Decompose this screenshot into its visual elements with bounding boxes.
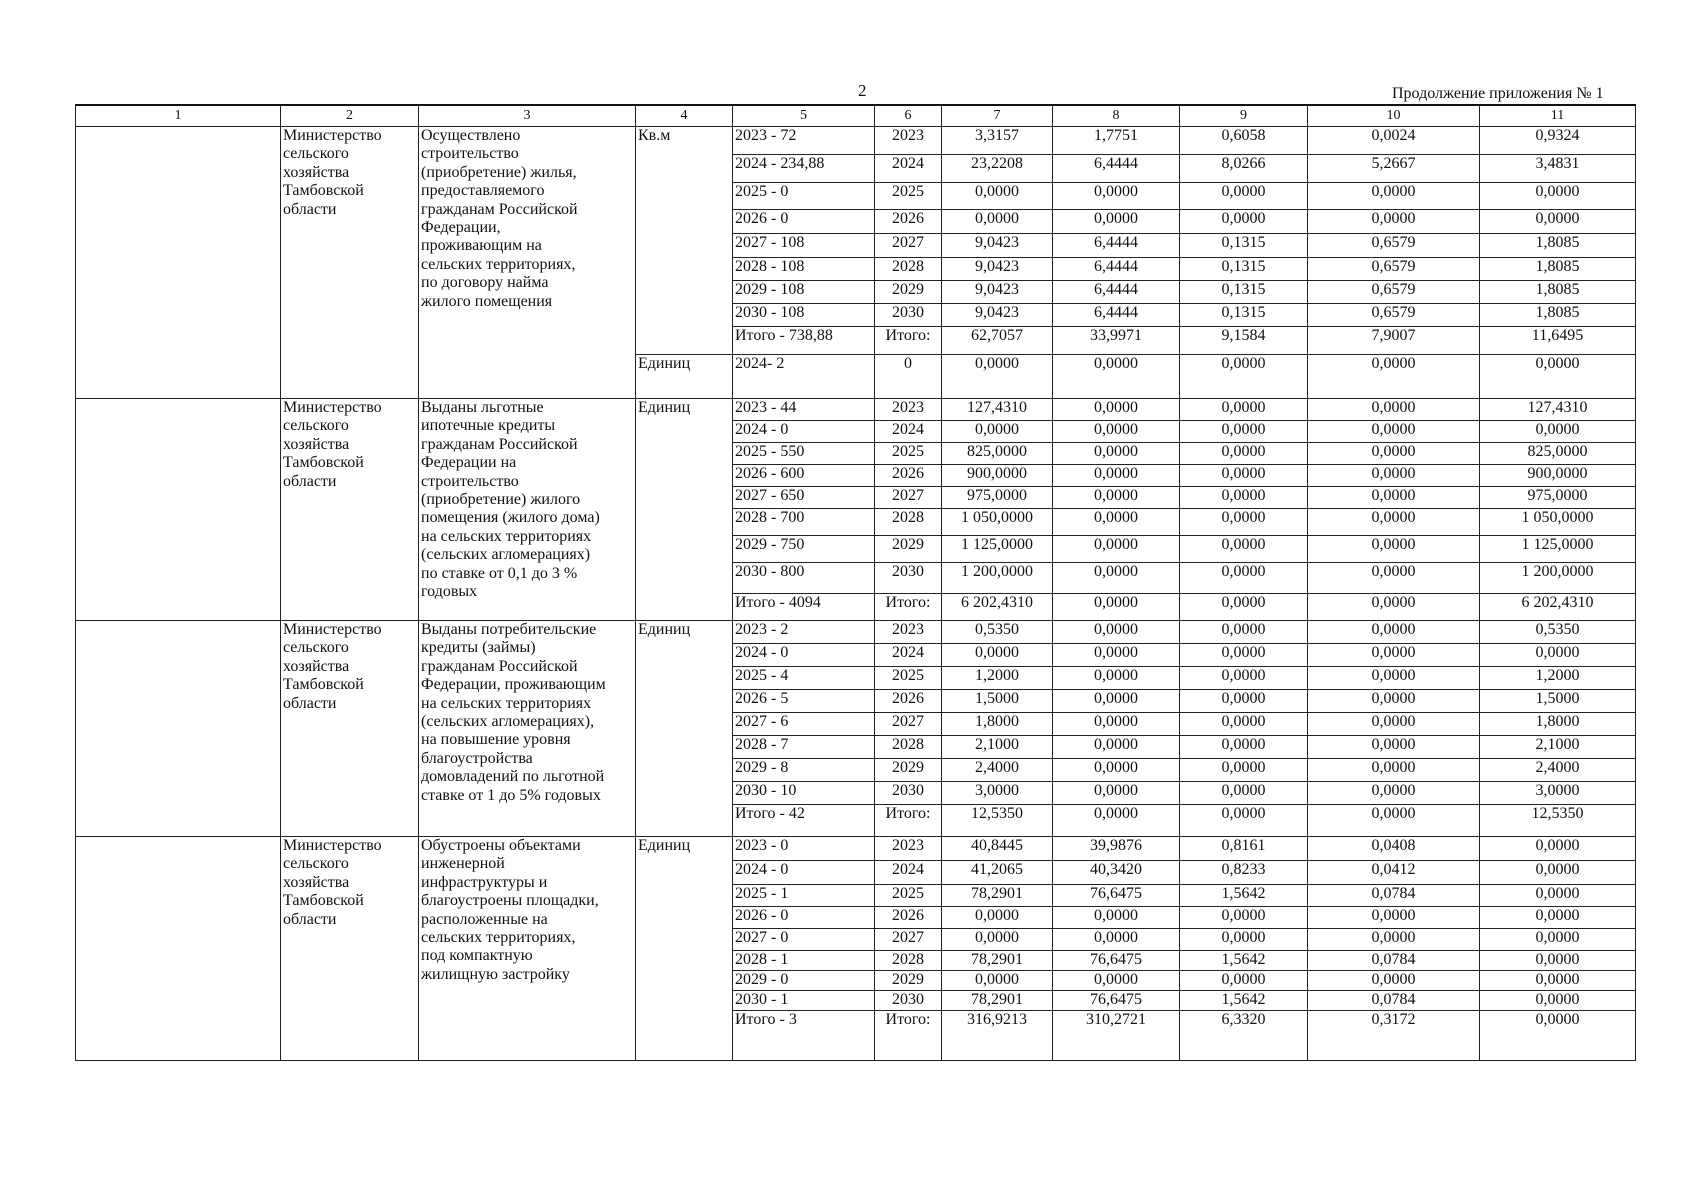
value-cell: 0,0000 [1180,621,1308,644]
value-cell: 1 125,0000 [942,536,1053,563]
value-cell: 0,0000 [1180,536,1308,563]
value-cell: 78,2901 [942,951,1053,971]
header-row [76,105,1636,127]
table-row [76,837,1636,861]
value-cell: 0,0000 [942,644,1053,667]
unit-cell: Единиц [636,621,733,837]
value-cell: 0,0000 [942,183,1053,210]
value-cell: 0,0000 [1308,759,1480,782]
target-cell: 2024 - 0 [733,421,875,443]
value-cell: 1,7751 [1053,127,1180,155]
value-cell: 9,0423 [942,281,1053,304]
value-cell: 1,5000 [1480,690,1636,713]
value-cell: 0,0000 [1180,690,1308,713]
value-cell: 3,4831 [1480,155,1636,183]
value-cell: 6,4444 [1053,304,1180,327]
value-cell: 0,0000 [1180,782,1308,805]
year-cell: 2025 [875,443,942,465]
target-cell: 2028 - 700 [733,509,875,536]
year-cell: 2023 [875,399,942,421]
target-cell: 2030 - 800 [733,563,875,594]
table-row [76,127,1636,155]
value-cell: 0,8233 [1180,861,1308,885]
value-cell: 1 200,0000 [1480,563,1636,594]
target-cell: 2029 - 8 [733,759,875,782]
value-cell: 0,0000 [1053,355,1180,399]
value-cell: 0,0000 [942,929,1053,951]
value-cell: 1,5642 [1180,991,1308,1011]
value-cell: 0,0000 [1480,1011,1636,1061]
value-cell: 0,0000 [1308,929,1480,951]
value-cell: 0,9324 [1480,127,1636,155]
target-cell: 2028 - 7 [733,736,875,759]
value-cell: 0,0000 [1480,183,1636,210]
value-cell: 0,0000 [1180,929,1308,951]
value-cell: 39,9876 [1053,837,1180,861]
value-cell: 6 202,4310 [942,594,1053,621]
value-cell: 0,0000 [1180,759,1308,782]
value-cell: 0,0000 [1053,183,1180,210]
year-cell: 2024 [875,421,942,443]
value-cell: 3,0000 [942,782,1053,805]
value-cell: 0,0000 [1053,929,1180,951]
year-cell: 0 [875,355,942,399]
value-cell: 1,5000 [942,690,1053,713]
year-cell: 2025 [875,183,942,210]
column-header-9: 9 [1180,105,1308,127]
value-cell: 76,6475 [1053,885,1180,907]
value-cell: 0,0000 [1308,594,1480,621]
value-cell: 0,0000 [1308,443,1480,465]
value-cell: 0,0784 [1308,885,1480,907]
year-cell: 2027 [875,713,942,736]
value-cell: 0,0000 [1180,907,1308,929]
empty-cell [76,621,281,837]
value-cell: 2,4000 [942,759,1053,782]
year-cell: 2028 [875,736,942,759]
value-cell: 0,0000 [1480,971,1636,991]
value-cell: 0,0000 [1053,487,1180,509]
value-cell: 0,0000 [1480,929,1636,951]
value-cell: 0,0000 [1180,465,1308,487]
value-cell: 11,6495 [1480,327,1636,355]
value-cell: 0,0000 [1180,667,1308,690]
year-cell: 2029 [875,971,942,991]
value-cell: 6,4444 [1053,234,1180,258]
value-cell: 0,0000 [1308,713,1480,736]
indicator-cell: Выданы потребительские кредиты (займы) гражданам Российской Федерации, проживающим на сельских территориях (сельских агломерациях), на повышение уровня благоустройства домовладений по льготной ставке от 1 до 5% годовых [419,621,636,837]
value-cell: 0,0000 [1308,563,1480,594]
year-cell: 2024 [875,861,942,885]
value-cell: 0,0784 [1308,951,1480,971]
value-cell: 0,0000 [1053,644,1180,667]
value-cell: 0,0000 [1480,355,1636,399]
value-cell: 40,3420 [1053,861,1180,885]
value-cell: 0,0000 [1480,837,1636,861]
value-cell: 0,0000 [1053,443,1180,465]
value-cell: 1,5642 [1180,951,1308,971]
value-cell: 0,0000 [1308,621,1480,644]
value-cell: 3,0000 [1480,782,1636,805]
value-cell: 76,6475 [1053,991,1180,1011]
year-cell: 2027 [875,234,942,258]
value-cell: 0,0000 [1180,509,1308,536]
indicator-cell: Выданы льготные ипотечные кредиты гражданам Российской Федерации на строительство (приобретение) жилого помещения (жилого дома) на сельских территориях (сельских агломерациях) по ставке от 0,1 до 3 % годовых [419,399,636,621]
value-cell: 0,6579 [1308,281,1480,304]
value-cell: 0,0000 [942,421,1053,443]
value-cell: 0,0412 [1308,861,1480,885]
value-cell: 3,3157 [942,127,1053,155]
column-header-5: 5 [733,105,875,127]
value-cell: 0,0000 [1053,421,1180,443]
target-cell: 2026 - 5 [733,690,875,713]
year-cell: 2028 [875,509,942,536]
value-cell: 0,8161 [1180,837,1308,861]
value-cell: 0,6579 [1308,258,1480,281]
year-cell: 2026 [875,907,942,929]
year-cell: 2027 [875,487,942,509]
value-cell: 0,0000 [1180,443,1308,465]
target-cell: 2024 - 0 [733,644,875,667]
value-cell: 0,0000 [1308,805,1480,837]
year-cell: 2024 [875,155,942,183]
value-cell: 1,8085 [1480,234,1636,258]
target-cell: Итого - 4094 [733,594,875,621]
value-cell: 0,6579 [1308,304,1480,327]
year-cell: Итого: [875,327,942,355]
column-header-1: 1 [76,105,281,127]
target-cell: 2023 - 2 [733,621,875,644]
target-cell: 2023 - 0 [733,837,875,861]
value-cell: 0,0000 [1180,421,1308,443]
value-cell: 9,0423 [942,304,1053,327]
value-cell: 6,4444 [1053,281,1180,304]
value-cell: 0,0000 [1053,465,1180,487]
year-cell: 2029 [875,281,942,304]
column-header-8: 8 [1053,105,1180,127]
value-cell: 0,0000 [1053,805,1180,837]
target-cell: 2027 - 650 [733,487,875,509]
target-cell: 2029 - 108 [733,281,875,304]
unit-cell: Единиц [636,355,733,399]
value-cell: 0,0000 [1480,885,1636,907]
target-cell: 2024 - 234,88 [733,155,875,183]
value-cell: 0,0000 [1480,644,1636,667]
value-cell: 1,5642 [1180,885,1308,907]
value-cell: 975,0000 [1480,487,1636,509]
column-header-6: 6 [875,105,942,127]
value-cell: 0,0000 [1053,621,1180,644]
unit-cell: Единиц [636,399,733,621]
value-cell: 0,0000 [1053,736,1180,759]
value-cell: 127,4310 [1480,399,1636,421]
value-cell: 0,0000 [1180,487,1308,509]
value-cell: 0,0000 [1308,355,1480,399]
year-cell: 2023 [875,621,942,644]
program-table [75,104,1636,1061]
year-cell: 2030 [875,563,942,594]
value-cell: 310,2721 [1053,1011,1180,1061]
target-cell: 2028 - 108 [733,258,875,281]
target-cell: Итого - 738,88 [733,327,875,355]
year-cell: Итого: [875,1011,942,1061]
value-cell: 0,1315 [1180,281,1308,304]
value-cell: 1 125,0000 [1480,536,1636,563]
value-cell: 0,1315 [1180,258,1308,281]
value-cell: 1,2000 [942,667,1053,690]
target-cell: 2023 - 72 [733,127,875,155]
value-cell: 23,2208 [942,155,1053,183]
value-cell: 0,0000 [1053,563,1180,594]
year-cell: 2026 [875,210,942,234]
year-cell: 2025 [875,667,942,690]
value-cell: 0,6579 [1308,234,1480,258]
year-cell: 2027 [875,929,942,951]
year-cell: 2023 [875,127,942,155]
value-cell: 76,6475 [1053,951,1180,971]
value-cell: 0,0000 [1480,421,1636,443]
value-cell: 0,0000 [1480,951,1636,971]
year-cell: 2029 [875,536,942,563]
value-cell: 0,0000 [942,210,1053,234]
value-cell: 0,0000 [1480,210,1636,234]
value-cell: 0,0000 [1053,667,1180,690]
year-cell: 2024 [875,644,942,667]
value-cell: 825,0000 [1480,443,1636,465]
value-cell: 0,0000 [1480,991,1636,1011]
unit-cell: Кв.м [636,127,733,355]
column-header-7: 7 [942,105,1053,127]
value-cell: 0,0000 [1180,594,1308,621]
value-cell: 0,0000 [1308,210,1480,234]
value-cell: 1 050,0000 [942,509,1053,536]
value-cell: 0,0000 [1480,907,1636,929]
unit-cell: Единиц [636,837,733,1061]
target-cell: 2028 - 1 [733,951,875,971]
value-cell: 1,8000 [1480,713,1636,736]
column-header-2: 2 [281,105,419,127]
value-cell: 975,0000 [942,487,1053,509]
year-cell: 2023 [875,837,942,861]
value-cell: 0,0000 [1308,487,1480,509]
target-cell: 2025 - 550 [733,443,875,465]
value-cell: 33,9971 [1053,327,1180,355]
value-cell: 6,4444 [1053,155,1180,183]
value-cell: 0,3172 [1308,1011,1480,1061]
value-cell: 78,2901 [942,991,1053,1011]
value-cell: 0,0000 [1308,536,1480,563]
year-cell: 2028 [875,258,942,281]
value-cell: 6,4444 [1053,258,1180,281]
value-cell: 0,6058 [1180,127,1308,155]
agency-cell: Министерство сельского хозяйства Тамбовской области [281,837,419,1061]
value-cell: 0,0000 [1308,465,1480,487]
target-cell: 2024- 2 [733,355,875,399]
value-cell: 0,0000 [1308,421,1480,443]
value-cell: 0,0000 [1180,355,1308,399]
value-cell: 1 050,0000 [1480,509,1636,536]
value-cell: 0,0000 [942,907,1053,929]
value-cell: 316,9213 [942,1011,1053,1061]
column-header-4: 4 [636,105,733,127]
value-cell: 0,0000 [1308,782,1480,805]
value-cell: 0,0000 [1053,210,1180,234]
target-cell: 2027 - 108 [733,234,875,258]
indicator-cell: Обустроены объектами инженерной инфраструктуры и благоустроены площадки, расположенные на сельских территориях, под компактную жилищную застройку [419,837,636,1061]
value-cell: 6,3320 [1180,1011,1308,1061]
value-cell: 0,5350 [1480,621,1636,644]
value-cell: 2,1000 [942,736,1053,759]
target-cell: Итого - 42 [733,805,875,837]
value-cell: 9,1584 [1180,327,1308,355]
value-cell: 0,0000 [1053,399,1180,421]
value-cell: 7,9007 [1308,327,1480,355]
value-cell: 0,1315 [1180,304,1308,327]
value-cell: 0,0000 [1053,759,1180,782]
year-cell: 2029 [875,759,942,782]
value-cell: 0,0000 [1053,782,1180,805]
value-cell: 0,0000 [1180,736,1308,759]
continuation-label: Продолжение приложения № 1 [1392,85,1604,102]
value-cell: 0,0000 [1180,971,1308,991]
value-cell: 9,0423 [942,234,1053,258]
value-cell: 0,0408 [1308,837,1480,861]
value-cell: 0,0000 [1180,563,1308,594]
value-cell: 0,0000 [1180,644,1308,667]
value-cell: 0,0024 [1308,127,1480,155]
year-cell: 2025 [875,885,942,907]
value-cell: 0,0000 [1180,183,1308,210]
value-cell: 0,0000 [1053,971,1180,991]
value-cell: 1,8085 [1480,281,1636,304]
value-cell: 2,1000 [1480,736,1636,759]
empty-cell [76,399,281,621]
value-cell: 0,0000 [1308,667,1480,690]
value-cell: 2,4000 [1480,759,1636,782]
column-header-11: 11 [1480,105,1636,127]
value-cell: 0,0000 [1308,971,1480,991]
value-cell: 0,0000 [1308,907,1480,929]
agency-cell: Министерство сельского хозяйства Тамбовской области [281,399,419,621]
value-cell: 0,0000 [1053,907,1180,929]
value-cell: 0,5350 [942,621,1053,644]
value-cell: 0,0000 [942,971,1053,991]
value-cell: 0,0000 [1053,713,1180,736]
value-cell: 900,0000 [942,465,1053,487]
target-cell: 2030 - 10 [733,782,875,805]
year-cell: Итого: [875,594,942,621]
value-cell: 0,0000 [942,355,1053,399]
page-number: 2 [858,81,867,100]
value-cell: 0,0000 [1053,594,1180,621]
column-header-10: 10 [1308,105,1480,127]
value-cell: 1 200,0000 [942,563,1053,594]
value-cell: 0,0000 [1180,713,1308,736]
year-cell: Итого: [875,805,942,837]
year-cell: 2026 [875,690,942,713]
value-cell: 9,0423 [942,258,1053,281]
value-cell: 0,0000 [1180,805,1308,837]
target-cell: 2027 - 6 [733,713,875,736]
target-cell: 2029 - 750 [733,536,875,563]
empty-cell [76,127,281,399]
year-cell: 2026 [875,465,942,487]
value-cell: 0,0000 [1053,690,1180,713]
value-cell: 12,5350 [942,805,1053,837]
value-cell: 5,2667 [1308,155,1480,183]
value-cell: 78,2901 [942,885,1053,907]
year-cell: 2028 [875,951,942,971]
target-cell: 2030 - 108 [733,304,875,327]
value-cell: 41,2065 [942,861,1053,885]
target-cell: 2029 - 0 [733,971,875,991]
value-cell: 40,8445 [942,837,1053,861]
year-cell: 2030 [875,782,942,805]
target-cell: 2027 - 0 [733,929,875,951]
table-row [76,399,1636,421]
target-cell: 2024 - 0 [733,861,875,885]
value-cell: 0,0000 [1053,509,1180,536]
value-cell: 900,0000 [1480,465,1636,487]
agency-cell: Министерство сельского хозяйства Тамбовской области [281,621,419,837]
target-cell: 2026 - 600 [733,465,875,487]
value-cell: 1,8000 [942,713,1053,736]
value-cell: 0,1315 [1180,234,1308,258]
value-cell: 0,0000 [1308,644,1480,667]
value-cell: 1,2000 [1480,667,1636,690]
target-cell: 2023 - 44 [733,399,875,421]
target-cell: 2030 - 1 [733,991,875,1011]
value-cell: 0,0000 [1308,690,1480,713]
value-cell: 0,0000 [1308,736,1480,759]
target-cell: 2026 - 0 [733,907,875,929]
year-cell: 2030 [875,991,942,1011]
column-header-3: 3 [419,105,636,127]
target-cell: 2026 - 0 [733,210,875,234]
value-cell: 0,0784 [1308,991,1480,1011]
value-cell: 0,0000 [1308,399,1480,421]
value-cell: 825,0000 [942,443,1053,465]
year-cell: 2030 [875,304,942,327]
value-cell: 0,0000 [1480,861,1636,885]
value-cell: 62,7057 [942,327,1053,355]
value-cell: 6 202,4310 [1480,594,1636,621]
value-cell: 12,5350 [1480,805,1636,837]
value-cell: 1,8085 [1480,258,1636,281]
value-cell: 0,0000 [1180,399,1308,421]
indicator-cell: Осуществлено строительство (приобретение) жилья, предоставляемого гражданам Российской Федерации, проживающим на сельских территориях, по договору найма жилого помещения [419,127,636,399]
target-cell: 2025 - 4 [733,667,875,690]
value-cell: 127,4310 [942,399,1053,421]
target-cell: 2025 - 1 [733,885,875,907]
value-cell: 0,0000 [1308,509,1480,536]
value-cell: 0,0000 [1308,183,1480,210]
value-cell: 0,0000 [1180,210,1308,234]
table-body [76,127,1636,1061]
agency-cell: Министерство сельского хозяйства Тамбовской области [281,127,419,399]
empty-cell [76,837,281,1061]
value-cell: 0,0000 [1053,536,1180,563]
table-row [76,621,1636,644]
target-cell: 2025 - 0 [733,183,875,210]
target-cell: Итого - 3 [733,1011,875,1061]
value-cell: 8,0266 [1180,155,1308,183]
value-cell: 1,8085 [1480,304,1636,327]
